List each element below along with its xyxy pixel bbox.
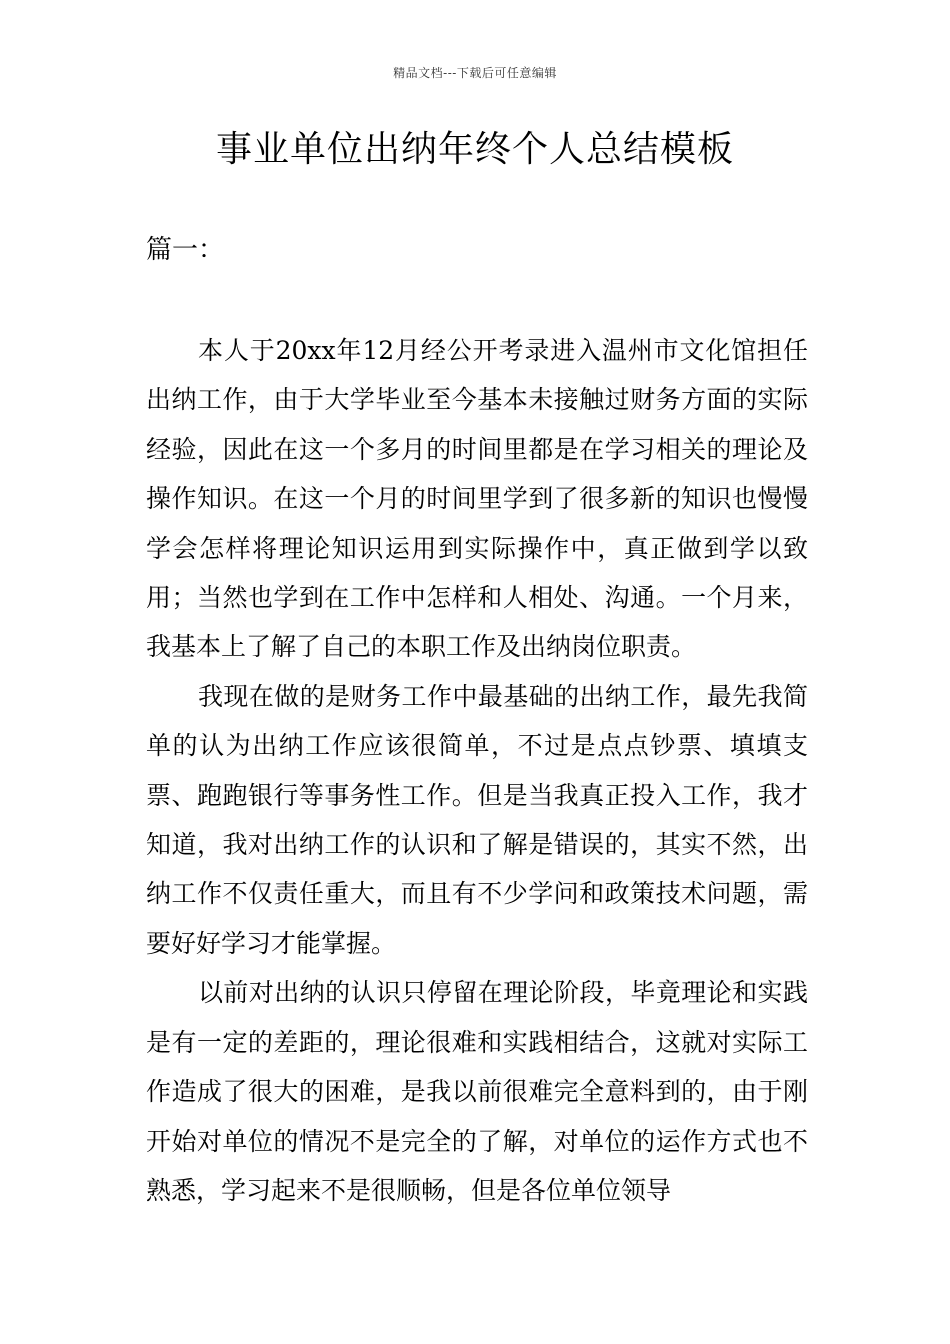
paragraph: 以前对出纳的认识只停留在理论阶段，毕竟理论和实践是有一定的差距的，理论很难和实践相结合，这就对实际工作造成了很大的困难，是我以前很难完全意料到的，由于刚开始对单位的情况不是完全的了解，对单位的运作方式也不熟悉，学习起来不是很顺畅，但是各位单位领导 [146, 978, 808, 1205]
document-title: 事业单位出纳年终个人总结模板 [215, 129, 734, 170]
header-note: 精品文档---下载后可任意编辑 [393, 66, 557, 80]
paragraph: 我现在做的是财务工作中最基础的出纳工作，最先我简单的认为出纳工作应该很简单，不过是点点钞票、填填支票、跑跑银行等事务性工作。但是当我真正投入工作，我才知道，我对出纳工作的认识和了解是错误的，其实不然，出纳工作不仅责任重大，而且有不少学问和政策技术问题，需要好好学习才能掌握。 [146, 681, 808, 958]
section-label: 篇一： [146, 235, 225, 265]
paragraph: 本人于20xx年12月经公开考录进入温州市文化馆担任出纳工作，由于大学毕业至今基本未接触过财务方面的实际经验，因此在这一个多月的时间里都是在学习相关的理论及操作知识。在这一个月的时间里学到了很多新的知识也慢慢学会怎样将理论知识运用到实际操作中，真正做到学以致用；当然也学到在工作中怎样和人相处、沟通。一个月来，我基本上了解了自己的本职工作及出纳岗位职责。 [146, 336, 808, 662]
document-body [146, 326, 808, 1215]
